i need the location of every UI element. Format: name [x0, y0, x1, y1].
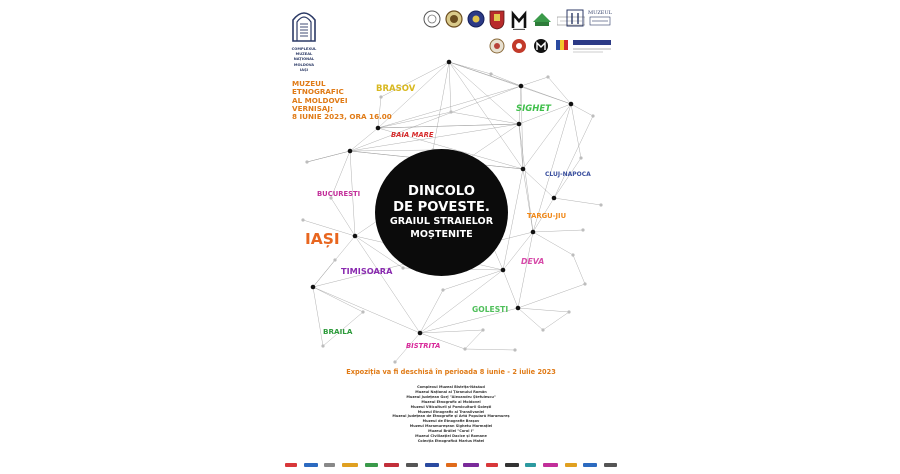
network-edge — [554, 116, 593, 198]
city-bistrita: BISTRITA — [406, 342, 441, 350]
network-edge — [518, 232, 533, 308]
network-edge — [313, 287, 363, 312]
round-seal-icon — [489, 38, 505, 54]
network-node — [447, 60, 452, 65]
partner-item: Muzeul Brăilei "Carol I" — [428, 429, 474, 434]
network-node — [348, 149, 353, 154]
partner-item: Muzeul Viticulturii și Pomiculturii Golești — [410, 404, 492, 409]
partner-item: Muzeul Județean de Etnografie și Artă Populară Maramureș — [392, 414, 510, 419]
ministry-logo-icon — [573, 38, 611, 54]
flag-logo-icon — [555, 38, 569, 52]
network-edge — [518, 308, 543, 330]
partner-item: Muzeul Etnografic al Moldovei — [421, 399, 481, 404]
network-edge — [350, 128, 378, 151]
network-edge — [533, 232, 573, 255]
city-cluj-napoca: CLUJ-NAPOCA — [545, 171, 591, 178]
city-targu-jiu: TARGU-JIU — [527, 212, 567, 220]
network-node — [569, 102, 574, 107]
network-edge — [571, 104, 593, 116]
network-node — [333, 258, 336, 261]
green-building-logo-icon — [531, 10, 553, 28]
partner-item: Colecția Etnografică Marius Matei — [417, 438, 485, 443]
network-edge — [313, 287, 323, 346]
network-edge — [350, 150, 433, 151]
network-node — [401, 266, 404, 269]
title-circle — [375, 149, 508, 276]
network-edge — [307, 151, 350, 162]
city-bucuresti: BUCURESTI — [317, 190, 361, 198]
network-edge — [573, 255, 585, 284]
network-edge — [554, 198, 601, 205]
sponsor-logo — [565, 463, 577, 467]
network-edge — [554, 158, 581, 198]
title-line-2: DE POVESTE. — [393, 200, 490, 215]
museum-line: VERNISAJ: — [292, 103, 333, 113]
network-edge — [571, 104, 581, 158]
network-edge — [449, 62, 571, 104]
network-edge — [449, 62, 451, 112]
museum-line: ETNOGRAFIC — [292, 87, 344, 97]
title-line-3: GRAIUL STRAIELOR — [389, 216, 494, 227]
sponsor-logo — [324, 463, 335, 467]
muzeul-logo-label: MUZEUL — [588, 10, 612, 16]
museum-pillars-icon — [565, 8, 585, 28]
partner-item: Muzeul de Etnografie Brașov — [422, 419, 480, 424]
network-edge — [543, 312, 569, 330]
network-node — [567, 310, 570, 313]
network-node — [519, 84, 524, 89]
network-node — [305, 160, 308, 163]
network-edge — [420, 290, 443, 333]
sponsor-logo — [406, 463, 418, 467]
network-node — [591, 114, 594, 117]
network-node — [531, 230, 536, 235]
network-node — [581, 228, 584, 231]
network-edge — [313, 260, 335, 287]
muzeul-logo-emblem-icon — [589, 16, 611, 26]
partner-logos — [415, 8, 615, 56]
red-seal-icon — [511, 38, 527, 54]
network-edge — [523, 169, 533, 232]
network-edge — [491, 74, 521, 86]
sponsor-logo — [365, 463, 378, 467]
network-edge — [350, 124, 519, 151]
sponsor-logo — [425, 463, 439, 467]
city-sighet: SIGHET — [516, 104, 551, 114]
network-edge — [449, 62, 491, 74]
city-brasov: BRASOV — [376, 84, 416, 94]
opening-period: Expoziția va fi deschisă în perioada 8 iunie - 2 iulie 2023 — [346, 368, 556, 376]
network-node — [311, 285, 316, 290]
network-node — [501, 268, 506, 273]
network-node — [301, 218, 304, 221]
sponsor-logo — [525, 463, 536, 467]
city-braila: BRAILA — [323, 327, 353, 336]
sponsor-logo — [604, 463, 617, 467]
city-iasi: IAȘI — [305, 230, 340, 248]
network-node — [541, 328, 544, 331]
title-line-1: DINCOLO — [408, 184, 475, 199]
m-circle-logo-icon — [533, 38, 549, 54]
network-node — [376, 126, 381, 131]
network-node — [571, 253, 574, 256]
sponsor-logo — [505, 463, 519, 467]
network-node — [489, 72, 492, 75]
network-edge — [518, 308, 569, 312]
muzeul-logo — [587, 10, 613, 28]
network-node — [583, 282, 586, 285]
complex-logo — [289, 8, 319, 72]
coat-of-arms-icon — [489, 10, 505, 30]
partner-item: Complexul Muzeal Bistrița-Năsăud — [417, 385, 485, 389]
sponsor-logo — [304, 463, 318, 467]
partner-item: Muzeul Național al Țăranului Român — [415, 389, 487, 394]
complex-caption-line: IAȘI — [299, 67, 309, 72]
museum-line: 8 IUNIE 2023, ORA 16.00 — [292, 112, 392, 122]
museum-seal-icon — [445, 10, 463, 28]
network-node — [393, 360, 396, 363]
network-node — [579, 156, 582, 159]
network-node — [418, 331, 423, 336]
network-edge — [521, 77, 548, 86]
sponsor-logo — [446, 463, 457, 467]
university-seal-icon — [423, 10, 441, 28]
partner-item: Muzeul Etnografic al Transilvaniei — [417, 409, 485, 414]
network-node — [449, 110, 452, 113]
sponsor-logo — [285, 463, 297, 467]
network-node — [353, 234, 358, 239]
sponsor-strip — [285, 460, 617, 469]
city-golesti: GOLESTI — [472, 305, 509, 314]
museum-m-logo-icon — [511, 10, 527, 30]
network-node — [513, 348, 516, 351]
network-node — [521, 167, 526, 172]
city-timisoara: TIMISOARA — [341, 266, 393, 276]
complex-caption-line: MUZEAL — [295, 52, 313, 57]
complex-caption-line: MOLDOVA — [293, 62, 315, 67]
partner-item: Muzeul Maramureșean Sighetu Marmației — [409, 424, 493, 429]
city-deva: DEVA — [521, 257, 545, 266]
complex-caption-line: COMPLEXUL — [291, 47, 317, 51]
network-edge — [465, 349, 515, 350]
network-node — [546, 75, 549, 78]
network-edge — [503, 270, 518, 308]
sponsor-logo — [583, 463, 597, 467]
network-edge — [465, 330, 483, 349]
network-edge — [449, 62, 519, 124]
museum-line: AL MOLDOVEI — [292, 95, 348, 105]
church-emblem-icon — [290, 8, 318, 42]
partner-item: Muzeul Civilizației Dacice și Romane — [415, 434, 487, 439]
partner-list — [283, 385, 619, 444]
sponsor-logo — [342, 463, 358, 467]
network-node — [516, 306, 521, 311]
network-node — [441, 288, 444, 291]
network-node — [361, 310, 364, 313]
network-node — [463, 347, 466, 350]
title-line-4: MOȘTENITE — [410, 228, 473, 240]
network-edge — [533, 230, 583, 232]
network-node — [321, 344, 324, 347]
complex-caption-line: NAȚIONAL — [293, 57, 315, 62]
museum-line: MUZEUL — [292, 79, 326, 88]
sponsor-logo — [463, 463, 479, 467]
sponsor-logo — [486, 463, 498, 467]
poster — [283, 0, 619, 474]
network-edge — [420, 270, 503, 333]
network-node — [599, 203, 602, 206]
sponsor-logo — [384, 463, 399, 467]
county-seal-icon — [467, 10, 485, 28]
network-edge — [518, 284, 585, 308]
network-node — [517, 122, 522, 127]
city-baia-mare: BAIA MARE — [391, 131, 434, 139]
partner-item: Muzeul Județean Gorj "Alexandru Ștefulescu" — [406, 394, 496, 399]
network-node — [481, 328, 484, 331]
sponsor-logo — [543, 463, 558, 467]
network-node — [552, 196, 557, 201]
network-edge — [433, 62, 449, 150]
